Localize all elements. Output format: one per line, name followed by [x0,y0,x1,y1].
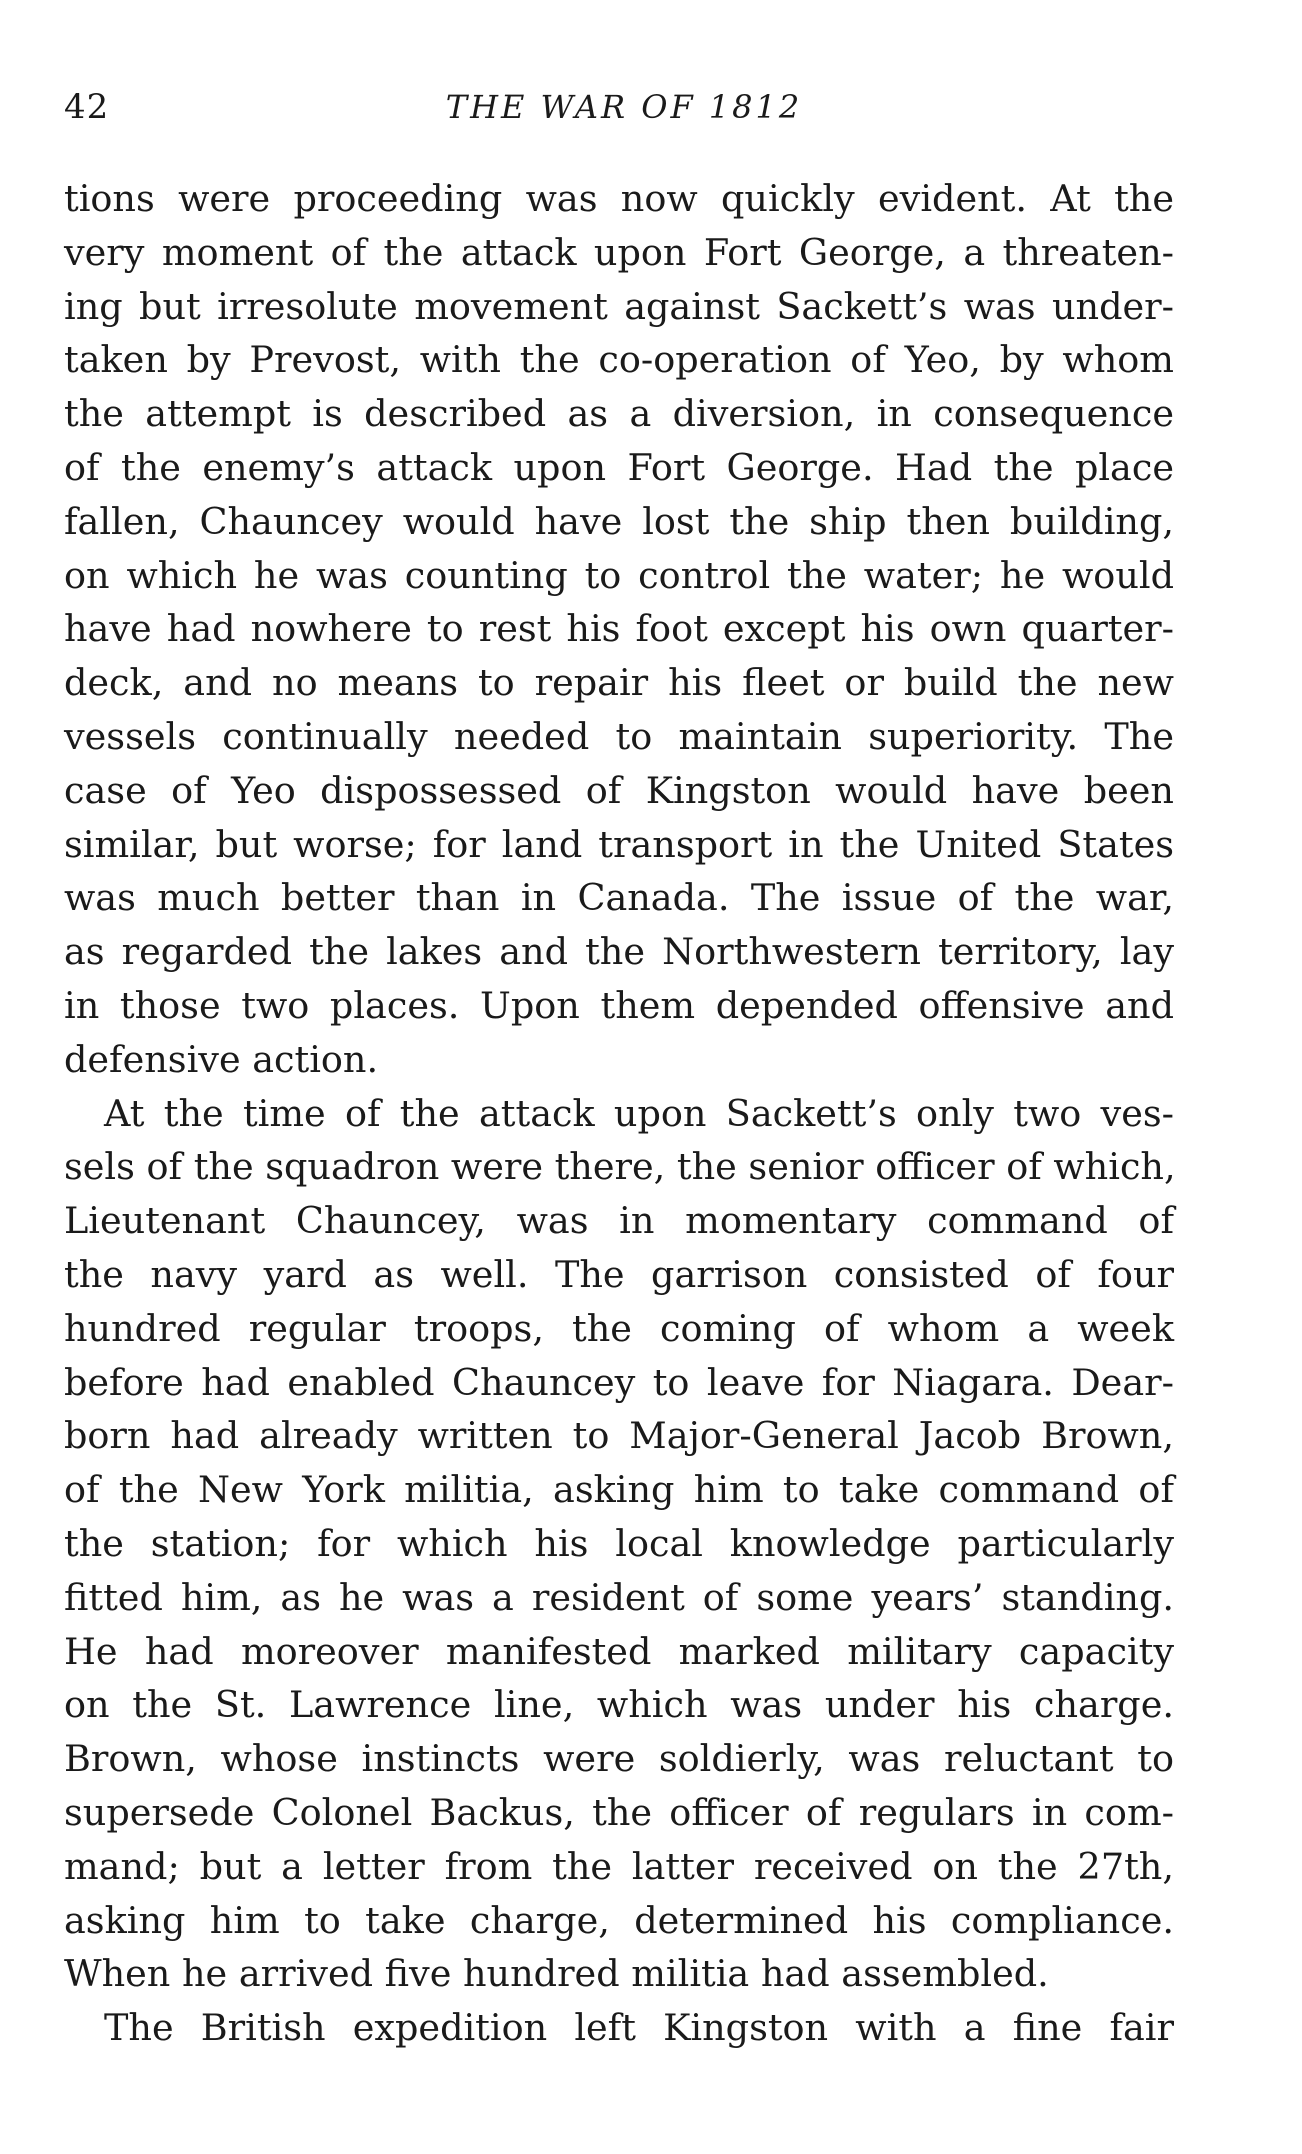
text-line: The British expedition left Kingston with a fine fair [104,2006,1174,2050]
text-line: very moment of the attack upon Fort George, a threaten- [64,230,1174,274]
text-line: the station; for which his local knowledge particularly [64,1521,1174,1565]
text-line: of the enemy’s attack upon Fort George. Had the place [64,445,1174,489]
body-text [64,172,1174,2055]
text-line: fitted him, as he was a resident of some years’ standing. [64,1575,1174,1619]
text-line: taken by Prevost, with the co-operation of Yeo, by whom [64,338,1174,382]
text-line: supersede Colonel Backus, the officer of regulars in com- [64,1790,1174,1834]
text-line: deck, and no means to repair his fleet or build the new [64,661,1174,705]
text-line: was much better than in Canada. The issue of the war, [64,876,1174,920]
text-line: the attempt is described as a diversion, in consequence [64,392,1174,436]
text-line: have had nowhere to rest his foot except his own quarter- [64,607,1174,651]
text-line: born had already written to Major-General Jacob Brown, [64,1414,1174,1458]
text-line: of the New York militia, asking him to take command of [64,1468,1174,1512]
text-line: on which he was counting to control the water; he would [64,553,1174,597]
text-line: as regarded the lakes and the Northwestern territory, lay [64,930,1174,974]
text-line: vessels continually needed to maintain superiority. The [64,714,1174,758]
running-head: THE WAR OF 1812 [445,88,803,126]
text-line: tions were proceeding was now quickly evident. At the [64,177,1174,220]
page-number: 42 [64,87,110,127]
text-line: asking him to take charge, determined his compliance. [64,1898,1174,1942]
text-line: At the time of the attack upon Sackett’s only two ves- [104,1091,1174,1135]
text-line: ing but irresolute movement against Sackett’s was under- [64,284,1174,328]
text-line: case of Yeo dispossessed of Kingston would have been [64,768,1174,812]
text-line: When he arrived five hundred militia had assembled. [64,1952,1049,1996]
text-line: similar, but worse; for land transport in the United States [64,822,1174,866]
text-line: fallen, Chauncey would have lost the ship then building, [64,499,1174,543]
text-line: hundred regular troops, the coming of whom a week [64,1306,1174,1350]
text-line: before had enabled Chauncey to leave for Niagara. Dear- [64,1360,1174,1404]
page-header [64,82,1184,132]
text-line: Brown, whose instincts were soldierly, was reluctant to [64,1737,1174,1781]
text-line: defensive action. [64,1037,379,1081]
text-line: He had moreover manifested marked military capacity [64,1629,1174,1673]
text-line: the navy yard as well. The garrison consisted of four [64,1252,1174,1296]
text-line: sels of the squadron were there, the senior officer of which, [64,1145,1176,1189]
text-line: on the St. Lawrence line, which was under his charge. [64,1683,1174,1727]
text-line: in those two places. Upon them depended offensive and [64,983,1174,1027]
text-line: mand; but a letter from the latter received on the 27th, [64,1844,1174,1888]
text-line: Lieutenant Chauncey, was in momentary command of [64,1199,1174,1243]
